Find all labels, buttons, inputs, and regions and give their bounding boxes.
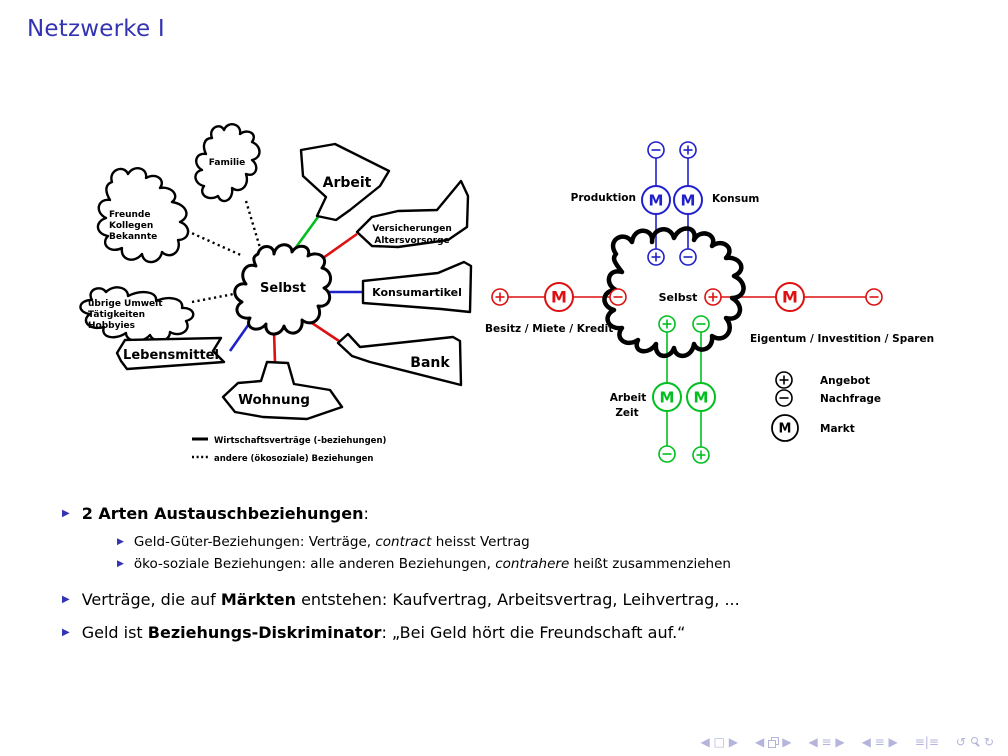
sub-bullet-1-text xyxy=(134,534,530,550)
bullet-icon: ▶ xyxy=(62,627,70,638)
relation-familie-line xyxy=(246,201,261,251)
bullet-3-text xyxy=(82,623,686,642)
back-icon[interactable]: ↺ xyxy=(955,735,966,749)
label-selbst-left: Selbst xyxy=(260,281,306,296)
next-frame-icon[interactable]: ▶ xyxy=(782,735,792,749)
forward-icon[interactable]: ↻ xyxy=(983,735,994,749)
bullet-1-text xyxy=(82,504,369,523)
bullet-1-bold: 2 Arten Austauschbeziehungen xyxy=(81,504,364,523)
minus-icon xyxy=(776,390,792,406)
label-familie: Familie xyxy=(208,158,246,168)
prev-frame-icon[interactable]: ◀ xyxy=(754,735,765,749)
nav-slide-controls[interactable]: ◀ □ ▶ xyxy=(700,735,738,749)
market-letter: M xyxy=(693,388,709,407)
beamer-navigation xyxy=(701,735,994,749)
label-lebensmittel: Lebensmittel xyxy=(123,348,219,363)
relation-wohnung-line xyxy=(274,331,275,363)
legend-angebot-label: Angebot xyxy=(820,375,870,387)
plus-icon xyxy=(776,372,792,388)
sub2-post: heißt zusammenziehen xyxy=(569,556,731,572)
plus-icon xyxy=(680,142,696,158)
frames-icon[interactable] xyxy=(768,737,778,747)
market-letter: M xyxy=(680,191,696,210)
shape-wohnung xyxy=(223,362,342,419)
legend-nachfrage-label: Nachfrage xyxy=(820,393,882,405)
label-umwelt-3: Hobbyies xyxy=(88,321,136,331)
bullet-1-post: : xyxy=(363,504,369,523)
nav-history-controls[interactable] xyxy=(956,735,994,749)
market-letter: M xyxy=(782,287,798,307)
right-market-diagram xyxy=(485,142,934,463)
bullet-2-post: entstehen: Kaufvertrag, Arbeitsvertrag, Leihvertrag, ... xyxy=(296,590,740,609)
bullet-3 xyxy=(62,623,685,642)
relation-arbeit-line xyxy=(294,217,318,250)
minus-icon xyxy=(610,289,626,305)
label-freunde-3: Bekannte xyxy=(109,232,158,242)
plus-icon xyxy=(659,316,675,332)
label-konsumartikel: Konsumartikel xyxy=(372,286,462,299)
relation-umwelt-line xyxy=(192,293,239,302)
minus-icon xyxy=(680,249,696,265)
bullet-2-text xyxy=(82,590,740,609)
plus-icon xyxy=(705,289,721,305)
relation-freunde-line xyxy=(187,231,243,256)
legend-markt-label: Markt xyxy=(820,423,855,435)
bullet-1-sub-1 xyxy=(117,534,530,550)
label-zeit: Zeit xyxy=(615,407,639,419)
label-eigentum: Eigentum / Investition / Sparen xyxy=(750,333,935,345)
bullet-3-bold: Beziehungs-Diskriminator xyxy=(147,623,382,642)
minus-icon xyxy=(648,142,664,158)
label-selbst-right: Selbst xyxy=(658,291,698,304)
sub1-post: heisst Vertrag xyxy=(431,534,530,550)
bullet-2-bold: Märkten xyxy=(220,590,296,609)
bullet-icon: ▶ xyxy=(117,559,124,569)
slide-title: Netzwerke I xyxy=(27,16,165,42)
label-versicherungen-2: Altersvorsorge xyxy=(374,236,450,246)
nav-appendix-controls[interactable]: ≡|≡ xyxy=(914,735,939,749)
legend-dotted-label: andere (ökosoziale) Beziehungen xyxy=(214,454,374,464)
minus-icon xyxy=(693,316,709,332)
sub2-pre: öko-soziale Beziehungen: alle anderen Beziehungen, xyxy=(133,556,496,572)
bullet-1 xyxy=(62,504,369,523)
bullet-icon: ▶ xyxy=(62,594,70,605)
bullet-2 xyxy=(62,590,740,609)
nav-section-controls[interactable]: ◀ ≡ ▶ xyxy=(861,735,898,749)
label-arbeit-right: Arbeit xyxy=(609,392,647,404)
label-konsum: Konsum xyxy=(712,193,760,205)
market-letter: M xyxy=(551,287,567,307)
plus-icon xyxy=(492,289,508,305)
market-letter: M xyxy=(648,191,664,210)
market-letter: M xyxy=(778,421,792,437)
bullet-2-pre: Verträge, die auf xyxy=(81,590,221,609)
sub1-italic: contract xyxy=(375,534,432,550)
label-bank: Bank xyxy=(410,355,450,371)
search-icon[interactable] xyxy=(970,737,980,748)
nav-subsection-controls[interactable]: ◀ ≡ ▶ xyxy=(808,735,845,749)
label-besitz: Besitz / Miete / Kredit xyxy=(485,323,614,335)
left-network-diagram xyxy=(80,124,471,464)
minus-icon xyxy=(659,446,675,462)
label-umwelt-1: übrige Umwelt xyxy=(88,299,163,309)
legend-solid-label: Wirtschaftsverträge (-beziehungen) xyxy=(214,436,387,446)
bullet-1-sub-2 xyxy=(117,556,731,572)
sub1-pre: Geld-Güter-Beziehungen: Verträge, xyxy=(133,534,376,550)
bullet-icon: ▶ xyxy=(62,508,70,519)
market-letter: M xyxy=(659,388,675,407)
label-versicherungen-1: Versicherungen xyxy=(372,224,452,234)
nav-frame-controls[interactable] xyxy=(755,735,791,749)
minus-icon xyxy=(866,289,882,305)
plus-icon xyxy=(693,447,709,463)
label-wohnung: Wohnung xyxy=(238,392,310,408)
sub-bullet-2-text xyxy=(134,556,731,572)
plus-icon xyxy=(648,249,664,265)
bullet-3-pre: Geld ist xyxy=(81,623,148,642)
right-legend xyxy=(772,372,881,441)
sub2-italic: contrahere xyxy=(495,556,570,572)
label-umwelt-2: Tätigkeiten xyxy=(88,310,146,320)
left-legend xyxy=(192,436,386,464)
bullet-icon: ▶ xyxy=(117,537,124,547)
bullet-3-post: : „Bei Geld hört die Freundschaft auf.“ xyxy=(381,623,686,642)
label-freunde-2: Kollegen xyxy=(109,221,154,231)
label-produktion: Produktion xyxy=(570,192,636,204)
label-freunde-1: Freunde xyxy=(109,210,151,220)
label-arbeit: Arbeit xyxy=(322,175,372,191)
